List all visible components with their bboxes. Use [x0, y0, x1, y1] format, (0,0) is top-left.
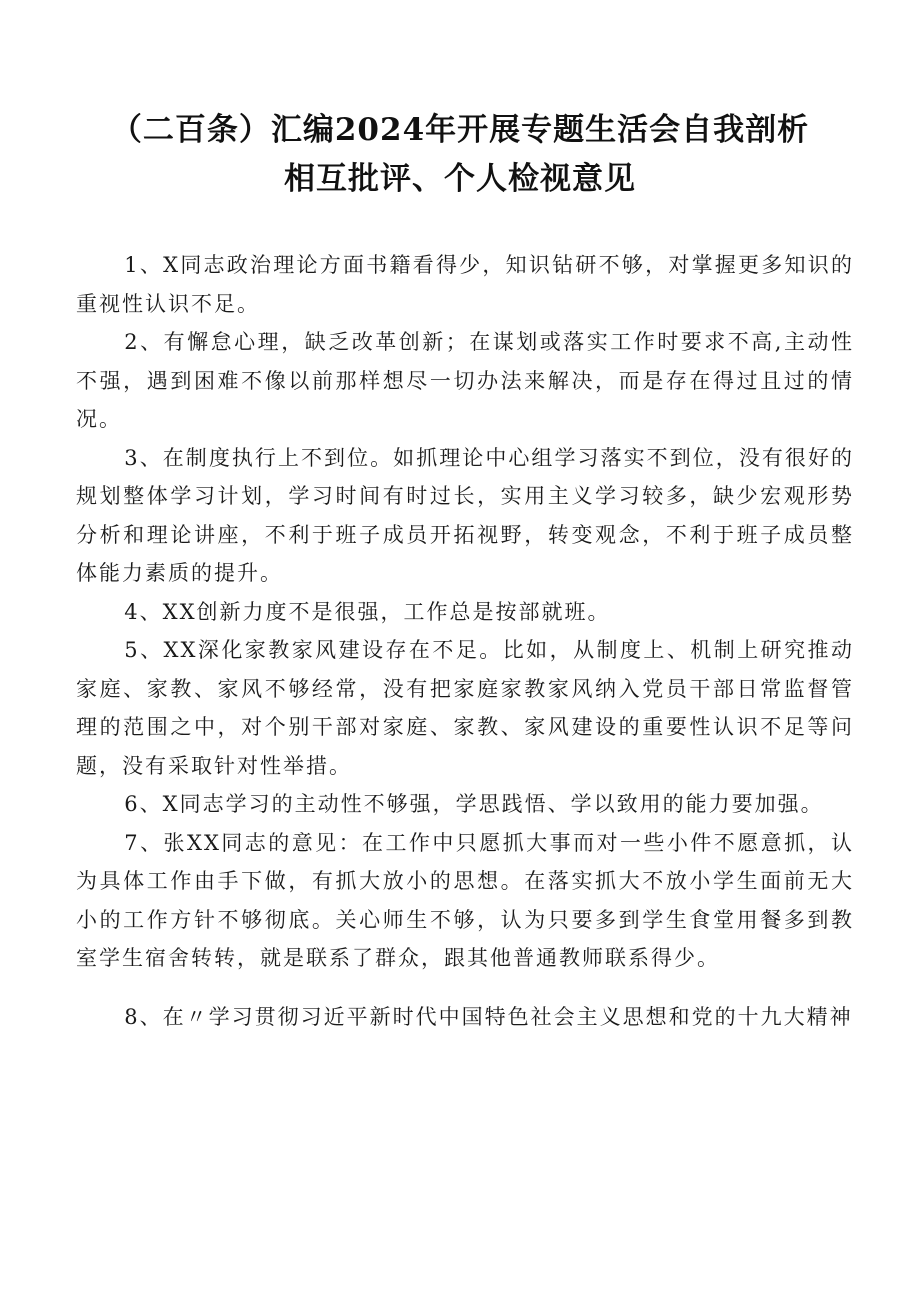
title-line-1: （二百条）汇编2024年开展专题生活会自我剖析 — [110, 112, 810, 148]
document-body — [76, 246, 854, 1036]
paragraph-1: 1、X同志政治理论方面书籍看得少，知识钻研不够，对掌握更多知识的重视性认识不足。 — [76, 253, 854, 316]
paragraph-3: 3、在制度执行上不到位。如抓理论中心组学习落实不到位，没有很好的规划整体学习计划，学习时间有时过长，实用主义学习较多，缺少宏观形势分析和理论讲座，不利于班子成员开拓视野，转变观念，不利于班子成员整体能力素质的提升。 — [76, 445, 854, 585]
paragraph-5: 5、XX深化家教家风建设存在不足。比如，从制度上、机制上研究推动家庭、家教、家风不够经常，没有把家庭家教家风纳入党员干部日常监督管理的范围之中，对个别干部对家庭、家教、家风建设的重要性认识不足等问题，没有采取针对性举措。 — [76, 638, 854, 778]
paragraph-6: 6、X同志学习的主动性不够强，学思践悟、学以致用的能力要加强。 — [124, 792, 824, 816]
title-line-2: 相互批评、个人检视意见 — [284, 161, 636, 197]
paragraph-7: 7、张XX同志的意见：在工作中只愿抓大事而对一些小件不愿意抓，认为具体工作由手下做，有抓大放小的思想。在落实抓大不放小学生面前无大小的工作方针不够彻底。关心师生不够，认为只要多到学生食堂用餐多到教室学生宿舍转转，就是联系了群众，跟其他普通教师联系得少。 — [76, 830, 854, 970]
paragraph-2: 2、有懈怠心理，缺乏改革创新；在谋划或落实工作时要求不高,主动性不强，遇到困难不像以前那样想尽一切办法来解决，而是存在得过且过的情况。 — [76, 330, 854, 431]
paragraph-8: 8、在〃学习贯彻习近平新时代中国特色社会主义思想和党的十九大精神 — [124, 1004, 853, 1029]
document-title — [60, 106, 860, 204]
paragraph-4: 4、XX创新力度不是很强，工作总是按部就班。 — [124, 599, 611, 624]
